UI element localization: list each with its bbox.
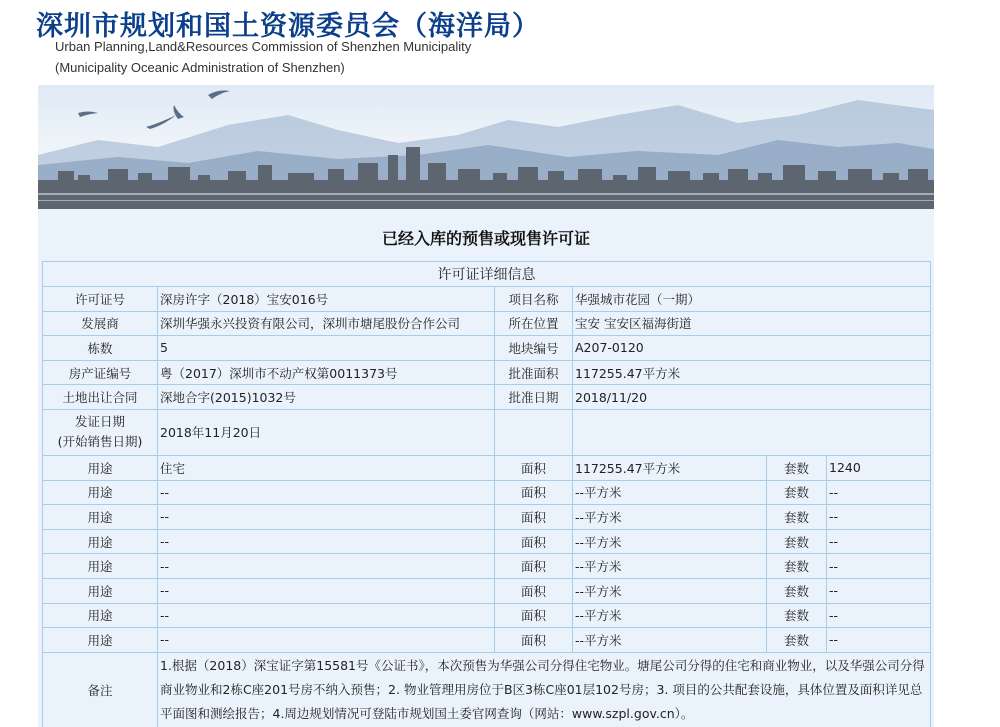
usage-row	[43, 529, 931, 554]
usage-row	[43, 554, 931, 579]
usage-value: --	[158, 628, 495, 653]
area-value: --平方米	[573, 628, 767, 653]
area-label: 面积	[495, 578, 573, 603]
units-value: --	[827, 529, 931, 554]
usage-value: 住宅	[158, 455, 495, 480]
approved-date-value: 2018/11/20	[573, 385, 931, 410]
usage-row	[43, 603, 931, 628]
issue-date-label	[43, 409, 158, 455]
header-banner-image	[38, 85, 934, 209]
usage-value: --	[158, 554, 495, 579]
location-value: 宝安 宝安区福海街道	[573, 311, 931, 336]
units-value: 1240	[827, 455, 931, 480]
area-value: 117255.47平方米	[573, 455, 767, 480]
area-value: --平方米	[573, 603, 767, 628]
empty-cell	[495, 409, 573, 455]
usage-label: 用途	[43, 578, 158, 603]
issue-date-label-line2: (开始销售日期)	[57, 434, 143, 450]
buildings-label: 栋数	[43, 336, 158, 361]
usage-label: 用途	[43, 480, 158, 505]
approved-date-label: 批准日期	[495, 385, 573, 410]
site-subtitle-en: (Municipality Oceanic Administration of Shenzhen)	[55, 60, 345, 75]
usage-label: 用途	[43, 603, 158, 628]
license-no-value: 深房许字（2018）宝安016号	[158, 287, 495, 312]
table-row	[43, 409, 931, 455]
property-cert-label: 房产证编号	[43, 360, 158, 385]
usage-label: 用途	[43, 554, 158, 579]
remarks-label: 备注	[43, 652, 158, 727]
usage-value: --	[158, 480, 495, 505]
units-value: --	[827, 480, 931, 505]
area-label: 面积	[495, 603, 573, 628]
area-value: --平方米	[573, 578, 767, 603]
developer-label: 发展商	[43, 311, 158, 336]
table-row	[43, 311, 931, 336]
usage-row	[43, 455, 931, 480]
permit-detail-section	[38, 209, 934, 727]
land-contract-value: 深地合字(2015)1032号	[158, 385, 495, 410]
usage-row	[43, 480, 931, 505]
usage-value: --	[158, 529, 495, 554]
area-value: --平方米	[573, 554, 767, 579]
units-value: --	[827, 603, 931, 628]
area-value: --平方米	[573, 529, 767, 554]
table-row	[43, 336, 931, 361]
units-value: --	[827, 628, 931, 653]
usage-label: 用途	[43, 455, 158, 480]
parcel-no-value: A207-0120	[573, 336, 931, 361]
usage-row	[43, 578, 931, 603]
units-label: 套数	[767, 603, 827, 628]
area-label: 面积	[495, 554, 573, 579]
table-caption: 许可证详细信息	[43, 262, 931, 287]
usage-label: 用途	[43, 628, 158, 653]
site-title-en: Urban Planning,Land&Resources Commission of Shenzhen Municipality	[55, 39, 472, 54]
area-label: 面积	[495, 505, 573, 530]
page-title: 已经入库的预售或现售许可证	[381, 229, 590, 248]
parcel-no-label: 地块编号	[495, 336, 573, 361]
usage-label: 用途	[43, 505, 158, 530]
units-label: 套数	[767, 554, 827, 579]
site-header	[0, 0, 1000, 85]
usage-label: 用途	[43, 529, 158, 554]
approved-area-value: 117255.47平方米	[573, 360, 931, 385]
land-contract-label: 土地出让合同	[43, 385, 158, 410]
area-label: 面积	[495, 628, 573, 653]
site-title-cn: 深圳市规划和国土资源委员会（海洋局）	[36, 11, 540, 42]
units-label: 套数	[767, 628, 827, 653]
remarks-text: 1.根据（2018）深宝证字第15581号《公证书》，本次预售为华强公司分得住宅物业。塘尾公司分得的住宅和商业物业，以及华强公司分得商业物业和2栋C座201号房不纳入预售；2. 物业管理用房位于B区3栋C座01层102号房；3. 项目的公共配套设施，具体位置及面积详见总平面图和测绘报告；4.周边规划情况可登陆市规划国土委官网查询（网站：www.szpl.gov.cn）。	[158, 652, 931, 727]
location-label: 所在位置	[495, 311, 573, 336]
area-value: --平方米	[573, 505, 767, 530]
project-name-label: 项目名称	[495, 287, 573, 312]
table-row	[43, 287, 931, 312]
usage-row	[43, 505, 931, 530]
remarks-row	[43, 652, 931, 727]
empty-cell	[573, 409, 931, 455]
usage-value: --	[158, 578, 495, 603]
property-cert-value: 粤（2017）深圳市不动产权第0011373号	[158, 360, 495, 385]
units-value: --	[827, 554, 931, 579]
usage-row	[43, 628, 931, 653]
issue-date-value: 2018年11月20日	[158, 409, 495, 455]
project-name-value: 华强城市花园（一期）	[573, 287, 931, 312]
permit-detail-table	[42, 261, 931, 727]
buildings-value: 5	[158, 336, 495, 361]
units-label: 套数	[767, 505, 827, 530]
issue-date-label-line1: 发证日期	[74, 414, 125, 430]
units-label: 套数	[767, 578, 827, 603]
units-value: --	[827, 578, 931, 603]
units-value: --	[827, 505, 931, 530]
table-row	[43, 360, 931, 385]
table-row	[43, 385, 931, 410]
units-label: 套数	[767, 455, 827, 480]
units-label: 套数	[767, 480, 827, 505]
area-value: --平方米	[573, 480, 767, 505]
usage-value: --	[158, 603, 495, 628]
developer-value: 深圳华强永兴投资有限公司，深圳市塘尾股份合作公司	[158, 311, 495, 336]
area-label: 面积	[495, 529, 573, 554]
approved-area-label: 批准面积	[495, 360, 573, 385]
usage-value: --	[158, 505, 495, 530]
license-no-label: 许可证号	[43, 287, 158, 312]
area-label: 面积	[495, 480, 573, 505]
table-caption-row	[43, 262, 931, 287]
units-label: 套数	[767, 529, 827, 554]
area-label: 面积	[495, 455, 573, 480]
